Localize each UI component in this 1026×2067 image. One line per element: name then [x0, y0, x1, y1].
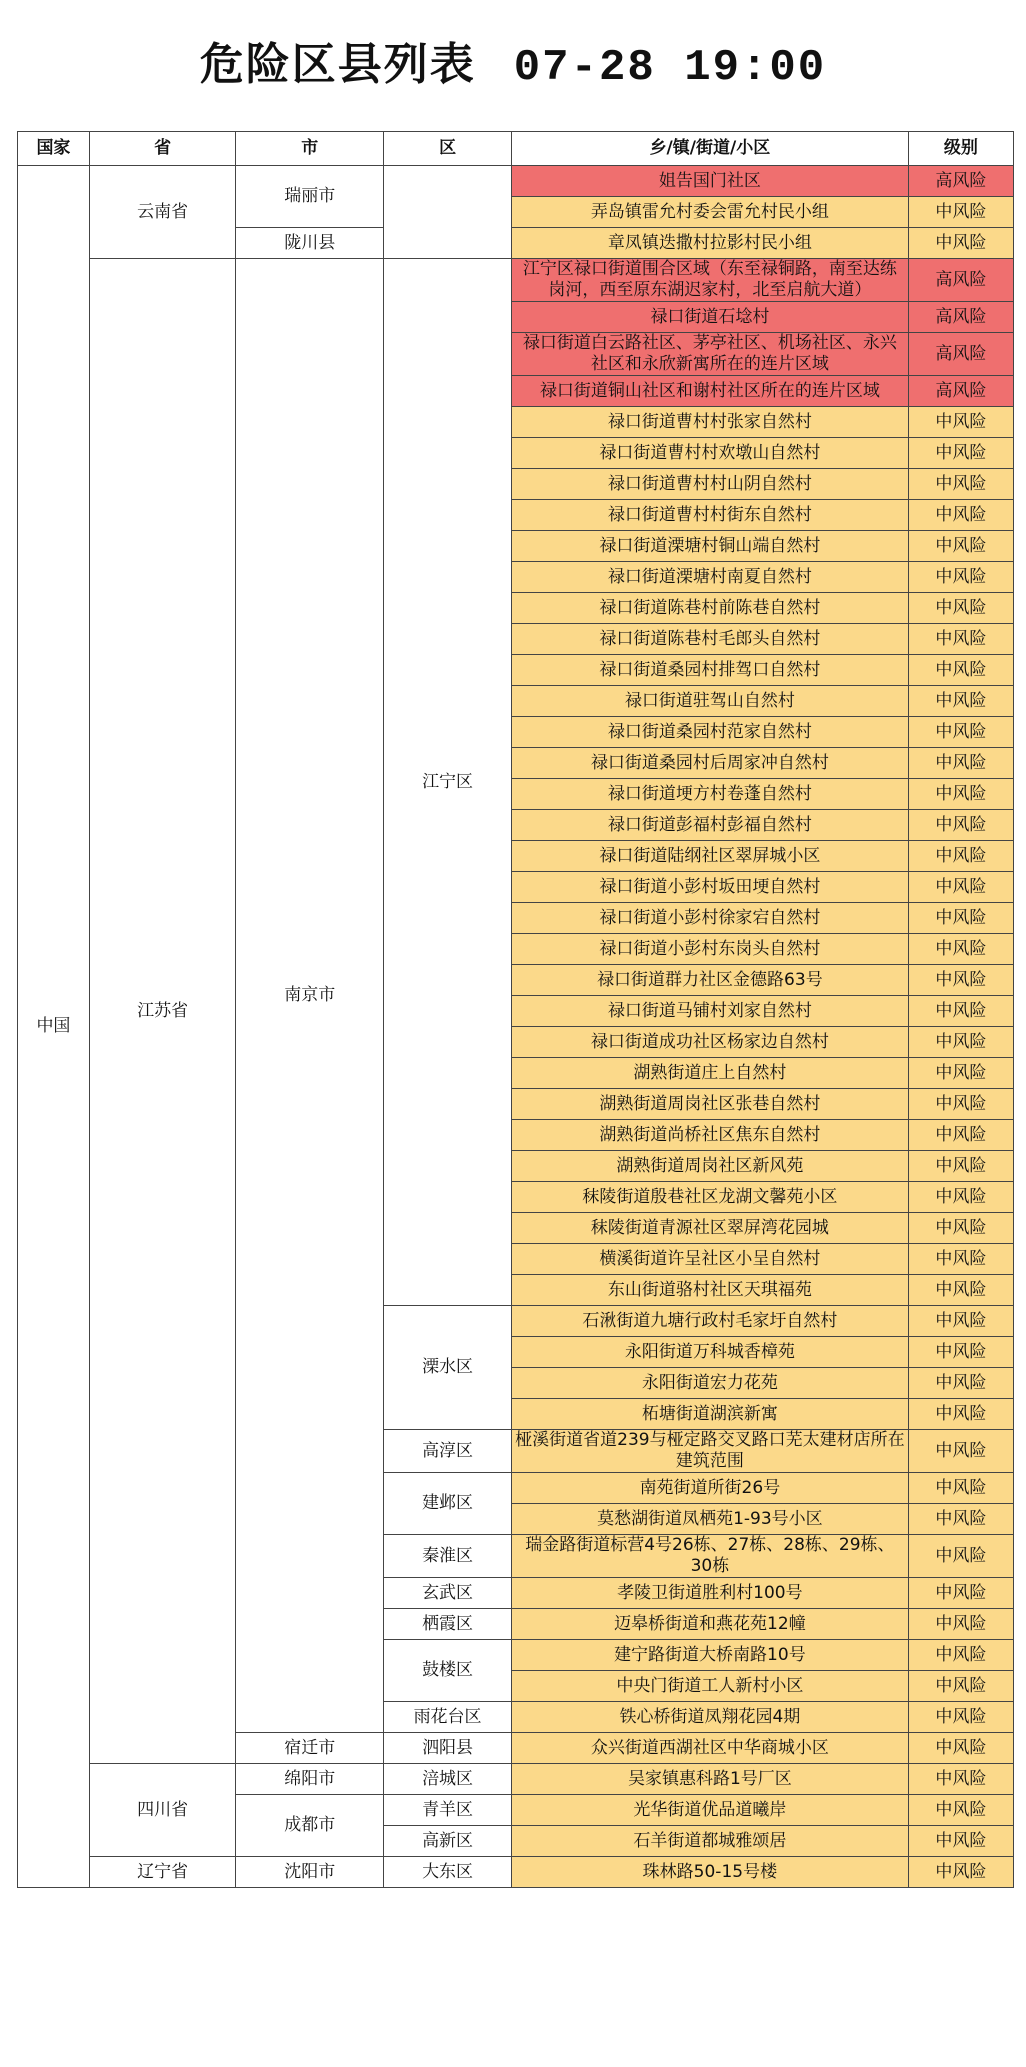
level-cell: 中风险	[908, 1182, 1013, 1213]
area-cell: 禄口街道溧塘村南夏自然村	[511, 562, 908, 593]
level-cell: 中风险	[908, 624, 1013, 655]
area-cell: 横溪街道许呈社区小呈自然村	[511, 1244, 908, 1275]
city-cell: 宿迁市	[236, 1733, 384, 1764]
area-cell: 弄岛镇雷允村委会雷允村民小组	[511, 197, 908, 228]
area-cell: 建宁路街道大桥南路10号	[511, 1640, 908, 1671]
district-cell: 高新区	[384, 1826, 512, 1857]
city-cell: 绵阳市	[236, 1764, 384, 1795]
level-cell: 中风险	[908, 1027, 1013, 1058]
level-cell: 中风险	[908, 1275, 1013, 1306]
area-cell: 众兴街道西湖社区中华商城小区	[511, 1733, 908, 1764]
area-cell: 禄口街道桑园村后周家冲自然村	[511, 748, 908, 779]
level-cell: 中风险	[908, 1430, 1013, 1473]
area-cell: 禄口街道群力社区金德路63号	[511, 965, 908, 996]
table-row	[18, 1764, 1014, 1795]
district-cell: 大东区	[384, 1857, 512, 1888]
header-area: 乡/镇/街道/小区	[511, 132, 908, 166]
level-cell: 中风险	[908, 810, 1013, 841]
level-cell: 中风险	[908, 469, 1013, 500]
level-cell: 中风险	[908, 1609, 1013, 1640]
district-cell: 青羊区	[384, 1795, 512, 1826]
district-cell: 高淳区	[384, 1430, 512, 1473]
area-cell: 禄口街道陈巷村毛郎头自然村	[511, 624, 908, 655]
level-cell: 中风险	[908, 1535, 1013, 1578]
area-cell: 湖熟街道庄上自然村	[511, 1058, 908, 1089]
area-cell: 姐告国门社区	[511, 166, 908, 197]
area-cell: 禄口街道埂方村卷蓬自然村	[511, 779, 908, 810]
level-cell: 中风险	[908, 1213, 1013, 1244]
province-cell: 云南省	[89, 166, 235, 259]
level-cell: 中风险	[908, 686, 1013, 717]
level-cell: 中风险	[908, 1058, 1013, 1089]
area-cell: 禄口街道铜山社区和谢村社区所在的连片区域	[511, 376, 908, 407]
level-cell: 中风险	[908, 1120, 1013, 1151]
header-level: 级别	[908, 132, 1013, 166]
level-cell: 中风险	[908, 1733, 1013, 1764]
level-cell: 中风险	[908, 562, 1013, 593]
area-cell: 迈皋桥街道和燕花苑12幢	[511, 1609, 908, 1640]
city-cell: 瑞丽市	[236, 166, 384, 228]
area-cell: 孝陵卫街道胜利村100号	[511, 1578, 908, 1609]
area-cell: 禄口街道桑园村范家自然村	[511, 717, 908, 748]
level-cell: 中风险	[908, 1504, 1013, 1535]
level-cell: 中风险	[908, 1306, 1013, 1337]
table-row	[18, 166, 1014, 197]
area-cell: 章凤镇迭撒村拉影村民小组	[511, 228, 908, 259]
level-cell: 中风险	[908, 1578, 1013, 1609]
level-cell: 中风险	[908, 1826, 1013, 1857]
level-cell: 中风险	[908, 1089, 1013, 1120]
area-cell: 禄口街道石埝村	[511, 302, 908, 333]
level-cell: 中风险	[908, 500, 1013, 531]
district-cell: 秦淮区	[384, 1535, 512, 1578]
area-cell: 石羊街道都城雅颂居	[511, 1826, 908, 1857]
country-cell: 中国	[18, 166, 90, 1888]
level-cell: 高风险	[908, 376, 1013, 407]
level-cell: 中风险	[908, 228, 1013, 259]
header-row	[18, 132, 1014, 166]
level-cell: 中风险	[908, 197, 1013, 228]
area-cell: 禄口街道白云路社区、茅亭社区、机场社区、永兴社区和永欣新寓所在的连片区域	[511, 333, 908, 376]
level-cell: 中风险	[908, 1368, 1013, 1399]
area-cell: 中央门街道工人新村小区	[511, 1671, 908, 1702]
level-cell: 中风险	[908, 1702, 1013, 1733]
level-cell: 中风险	[908, 1671, 1013, 1702]
area-cell: 光华街道优品道曦岸	[511, 1795, 908, 1826]
level-cell: 中风险	[908, 1795, 1013, 1826]
city-cell: 成都市	[236, 1795, 384, 1857]
area-cell: 禄口街道马铺村刘家自然村	[511, 996, 908, 1027]
area-cell: 禄口街道成功社区杨家边自然村	[511, 1027, 908, 1058]
level-cell: 高风险	[908, 333, 1013, 376]
level-cell: 中风险	[908, 748, 1013, 779]
level-cell: 中风险	[908, 655, 1013, 686]
level-cell: 中风险	[908, 1640, 1013, 1671]
area-cell: 禄口街道溧塘村铜山端自然村	[511, 531, 908, 562]
header-province: 省	[89, 132, 235, 166]
area-cell: 禄口街道桑园村排驾口自然村	[511, 655, 908, 686]
area-cell: 江宁区禄口街道围合区域（东至禄铜路，南至达练岗河，西至原东湖迟家村，北至启航大道）	[511, 259, 908, 302]
level-cell: 中风险	[908, 1473, 1013, 1504]
province-cell: 辽宁省	[89, 1857, 235, 1888]
area-cell: 铁心桥街道凤翔花园4期	[511, 1702, 908, 1733]
district-cell: 泗阳县	[384, 1733, 512, 1764]
page-title	[0, 28, 1026, 93]
area-cell: 桠溪街道省道239与桠定路交叉路口芜太建材店所在建筑范围	[511, 1430, 908, 1473]
area-cell: 湖熟街道尚桥社区焦东自然村	[511, 1120, 908, 1151]
district-cell: 雨花台区	[384, 1702, 512, 1733]
level-cell: 中风险	[908, 1244, 1013, 1275]
level-cell: 高风险	[908, 259, 1013, 302]
title-text: 危险区县列表	[199, 39, 476, 90]
district-cell: 江宁区	[384, 259, 512, 1306]
level-cell: 中风险	[908, 1857, 1013, 1888]
area-cell: 永阳街道万科城香樟苑	[511, 1337, 908, 1368]
header-city: 市	[236, 132, 384, 166]
level-cell: 中风险	[908, 779, 1013, 810]
area-cell: 禄口街道曹村村街东自然村	[511, 500, 908, 531]
area-cell: 禄口街道小彭村东岗头自然村	[511, 934, 908, 965]
level-cell: 中风险	[908, 1399, 1013, 1430]
area-cell: 禄口街道曹村村山阴自然村	[511, 469, 908, 500]
area-cell: 禄口街道陆纲社区翠屏城小区	[511, 841, 908, 872]
level-cell: 中风险	[908, 1764, 1013, 1795]
area-cell: 东山街道骆村社区天琪福苑	[511, 1275, 908, 1306]
district-cell: 建邺区	[384, 1473, 512, 1535]
area-cell: 禄口街道曹村村张家自然村	[511, 407, 908, 438]
level-cell: 中风险	[908, 872, 1013, 903]
header-country: 国家	[18, 132, 90, 166]
area-cell: 禄口街道彭福村彭福自然村	[511, 810, 908, 841]
district-cell: 玄武区	[384, 1578, 512, 1609]
district-cell: 溧水区	[384, 1306, 512, 1430]
province-cell: 江苏省	[89, 259, 235, 1764]
city-cell: 陇川县	[236, 228, 384, 259]
city-cell: 南京市	[236, 259, 384, 1733]
level-cell: 中风险	[908, 407, 1013, 438]
district-cell: 栖霞区	[384, 1609, 512, 1640]
area-cell: 秣陵街道殷巷社区龙湖文馨苑小区	[511, 1182, 908, 1213]
district-cell: 涪城区	[384, 1764, 512, 1795]
area-cell: 禄口街道曹村村欢墩山自然村	[511, 438, 908, 469]
area-cell: 柘塘街道湖滨新寓	[511, 1399, 908, 1430]
risk-table	[17, 131, 1014, 1888]
district-cell	[384, 166, 512, 259]
area-cell: 石湫街道九塘行政村毛家圩自然村	[511, 1306, 908, 1337]
area-cell: 珠林路50-15号楼	[511, 1857, 908, 1888]
area-cell: 禄口街道小彭村坂田埂自然村	[511, 872, 908, 903]
level-cell: 中风险	[908, 531, 1013, 562]
level-cell: 中风险	[908, 1151, 1013, 1182]
level-cell: 中风险	[908, 934, 1013, 965]
level-cell: 中风险	[908, 1337, 1013, 1368]
level-cell: 中风险	[908, 965, 1013, 996]
area-cell: 瑞金路街道标营4号26栋、27栋、28栋、29栋、30栋	[511, 1535, 908, 1578]
area-cell: 莫愁湖街道凤栖苑1-93号小区	[511, 1504, 908, 1535]
area-cell: 南苑街道所街26号	[511, 1473, 908, 1504]
city-cell: 沈阳市	[236, 1857, 384, 1888]
level-cell: 高风险	[908, 302, 1013, 333]
area-cell: 吴家镇惠科路1号厂区	[511, 1764, 908, 1795]
area-cell: 禄口街道陈巷村前陈巷自然村	[511, 593, 908, 624]
title-time: 07-28 19:00	[513, 43, 827, 93]
level-cell: 中风险	[908, 841, 1013, 872]
area-cell: 湖熟街道周岗社区新风苑	[511, 1151, 908, 1182]
area-cell: 永阳街道宏力花苑	[511, 1368, 908, 1399]
level-cell: 中风险	[908, 903, 1013, 934]
area-cell: 湖熟街道周岗社区张巷自然村	[511, 1089, 908, 1120]
level-cell: 中风险	[908, 717, 1013, 748]
level-cell: 中风险	[908, 438, 1013, 469]
area-cell: 秣陵街道青源社区翠屏湾花园城	[511, 1213, 908, 1244]
level-cell: 中风险	[908, 996, 1013, 1027]
province-cell: 四川省	[89, 1764, 235, 1857]
district-cell: 鼓楼区	[384, 1640, 512, 1702]
table-row	[18, 259, 1014, 302]
area-cell: 禄口街道驻驾山自然村	[511, 686, 908, 717]
table-row	[18, 1857, 1014, 1888]
level-cell: 中风险	[908, 593, 1013, 624]
header-district: 区	[384, 132, 512, 166]
area-cell: 禄口街道小彭村徐家宕自然村	[511, 903, 908, 934]
level-cell: 高风险	[908, 166, 1013, 197]
